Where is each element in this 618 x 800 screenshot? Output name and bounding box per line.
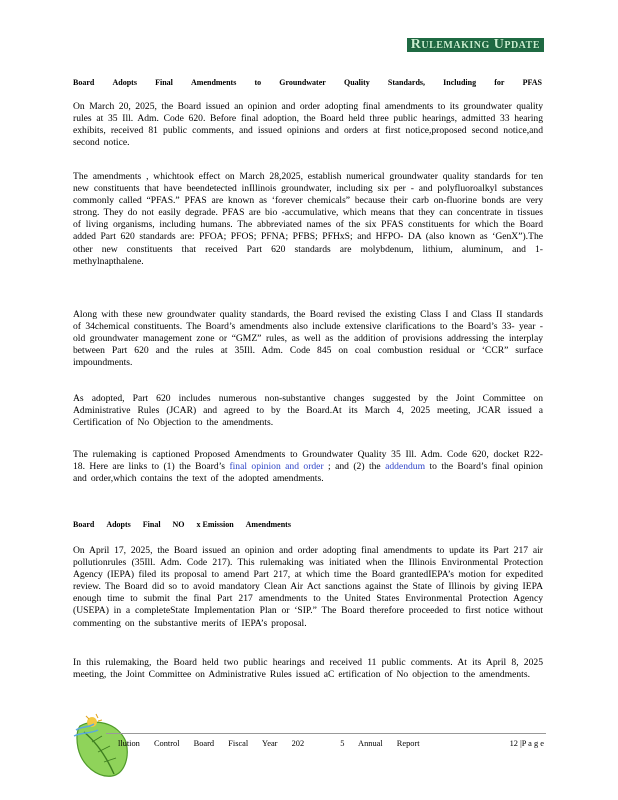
footer-word: Fiscal [228,739,249,748]
page-footer [118,739,544,748]
paragraph-hearings: In this rulemaking, the Board held two public hearings and received 11 public comments. At its April 8, 2025 meeting, the Joint Committee on Administrative Rules issued aC ertification of No objection to the amendments. [73,657,543,681]
paragraph-part217: On April 17, 2025, the Board issued an opinion and order adopting final amendments to update its Part 217 air pollutionrules (35Ill. Adm. Code 217). This rulemaking was initiated when the Illinois Environmental Protection Agency (IEPA) filed its proposal to amend Part 217, at which time the Board grantedIEPA’s motion for expedited review. The Board did so to avoid mandatory Clean Air Act sanctions against the State of Illinois by giving IEPA enough time to submit the final Part 217 amendments to the United States Environmental Protection Agency (USEPA) in a completeState Implementation Plan or ‘SIP.” The Board therefore proceeded to first notice without commenting on the substantive merits of IEPA’s proposal. [73,545,543,629]
heading-word: Standards, [387,78,426,87]
footer-report-title [118,739,432,748]
heading-word: Amendments [245,520,291,529]
section-heading-groundwater [73,78,542,87]
footer-word: llution [118,739,140,748]
footer-word: Annual [358,739,383,748]
links-text: The rulemaking is captioned Proposed Amendments to Groundwater Quality 35 Ill. Adm. Code 620, docket R22-18. Here are links to (1) the Board’s [73,449,543,473]
paragraph-class-standards: Along with these new groundwater quality standards, the Board revised the existing Class I and Class II standards of 34chemical constituents. The Board’s amendments also include extensive clarifications to the Board’s 33- year -old groundwater management zone or “GMZ” rules, as well as the addition of provisions addressing the interplay between Part 620 and the rules at 35Ill. Adm. Code 845 on coal combustion residual or ‘CCR” surface impoundments. [73,309,543,369]
heading-word: for [494,78,505,87]
paragraph-jcar: As adopted, Part 620 includes numerous non-substantive changes suggested by the Joint Committee on Administrative Rules (JCAR) and agreed to by the Board.At its March 4, 2025 meeting, JCAR issued a Certification of No Objection to the amendments. [73,393,543,429]
footer-word: Control [153,739,180,748]
heading-word: Final [155,78,173,87]
rulemaking-update-banner: Rulemaking Update [407,38,544,52]
section-heading-nox [73,520,291,529]
footer-word: 202 [291,739,305,748]
links-text: to the Board’s final opinion and order,which contains the text of the adopted amendments. [73,461,543,485]
paragraph-amendments-pfas: The amendments , whichtook effect on March 28,2025, establish numerical groundwater quality standards for ten new constituents that have beendetected inIllinois groundwater, including six per - and polyfluoroalkyl substances commonly called “PFAS.” PFAS are known as ‘forever chemicals” because their carb on-fluorine bonds are very strong. They do not easily degrade. PFAS are bio -accumulative, which means that they can concentrate in tissues of living organisms, including humans. The abbreviated names of the six PFAS constituents for which the Board added Part 620 standards are: PFOA; PFOS; PFNA; PFBS; PFHxS; and HFPO- DA (also known as ‘GenX”).The other new constituents that received Part 620 standards are molybdenum, lithium, aluminum, and 1-methylnapthalene. [73,171,543,267]
heading-word: Adopts [112,78,137,87]
final-opinion-link[interactable]: final opinion and order [229,461,324,473]
heading-word: x Emission [196,520,234,529]
heading-word: Final [142,520,161,529]
heading-word: to [254,78,262,87]
heading-word: Board [73,520,95,529]
footer-word: Year [262,739,278,748]
heading-word: Amendments [191,78,237,87]
addendum-link[interactable]: addendum [385,461,426,473]
heading-word: Adopts [106,520,131,529]
paragraph-adoption: On March 20, 2025, the Board issued an opinion and order adopting final amendments to its groundwater quality rules at 35 Ill. Adm. Code 620. Before final adoption, the Board held three public hearings, admitted 33 hearing exhibits, received 81 public comments, and issued opinions and orders at first notice,proposed second notice,and second notice. [73,101,543,149]
paragraph-links [73,449,543,485]
page-number: 12 |P a g e [509,739,544,748]
heading-word: Including [443,78,477,87]
heading-word: PFAS [522,78,542,87]
footer-word: Report [396,739,420,748]
heading-word: Board [73,78,95,87]
heading-word: NO [172,520,185,529]
footer-divider [106,733,546,734]
heading-word: Quality [343,78,370,87]
footer-word: Board [193,739,215,748]
heading-word: Groundwater [279,78,326,87]
footer-word: 5 [340,739,345,748]
links-text: ; and (2) the [323,461,386,473]
